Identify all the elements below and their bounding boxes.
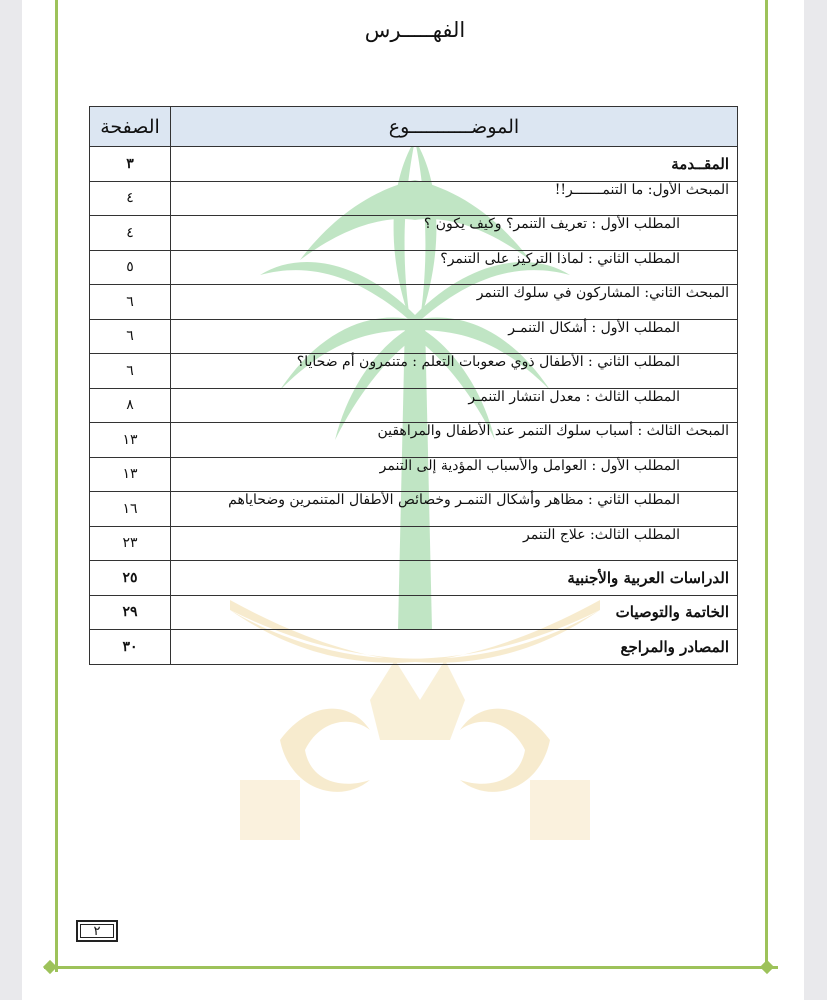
toc-page-number: ١٣ <box>90 423 171 458</box>
table-of-contents <box>89 106 738 665</box>
toc-topic: المطلب الثالث: علاج التنمر <box>171 526 738 561</box>
table-row <box>90 492 738 527</box>
toc-page-number: ٢٩ <box>90 595 171 630</box>
page-border-bottom <box>44 966 778 969</box>
header-topic: الموضـــــــــــوع <box>171 107 738 147</box>
table-row <box>90 561 738 596</box>
toc-page-number: ٤ <box>90 181 171 216</box>
toc-topic: المطلب الأول : العوامل والأسباب المؤدية إلى التنمر <box>171 457 738 492</box>
table-row <box>90 595 738 630</box>
toc-topic: المبحث الثالث : أسباب سلوك التنمر عند الأطفال والمراهقين <box>171 423 738 458</box>
toc-page-number: ٦ <box>90 319 171 354</box>
toc-topic: المبحث الأول: ما التنمـــــــر!! <box>171 181 738 216</box>
toc-topic: المطلب الثالث : معدل انتشار التنمـر <box>171 388 738 423</box>
page-number-box <box>76 920 118 942</box>
table-row <box>90 423 738 458</box>
table-row <box>90 216 738 251</box>
table-row <box>90 388 738 423</box>
toc-topic: المقــدمة <box>171 147 738 182</box>
toc-page-number: ٦ <box>90 354 171 389</box>
toc-page-number: ٥ <box>90 250 171 285</box>
toc-page-number: ٨ <box>90 388 171 423</box>
toc-topic: المبحث الثاني: المشاركون في سلوك التنمر <box>171 285 738 320</box>
page-border-right <box>765 0 768 972</box>
page-number: ٢ <box>80 924 114 938</box>
toc-topic: المطلب الثاني : مظاهر وأشكال التنمـر وخصائص الأطفال المتنمرين وضحاياهم <box>171 492 738 527</box>
toc-topic: المطلب الأول : أشكال التنمـر <box>171 319 738 354</box>
toc-topic: المطلب الثاني : لماذا التركيز على التنمر؟ <box>171 250 738 285</box>
table-header-row <box>90 107 738 147</box>
toc-topic: الدراسات العربية والأجنبية <box>171 561 738 596</box>
table-row <box>90 319 738 354</box>
toc-topic: الخاتمة والتوصيات <box>171 595 738 630</box>
toc-topic: المصادر والمراجع <box>171 630 738 665</box>
table-row <box>90 526 738 561</box>
table-row <box>90 181 738 216</box>
page-border-left <box>55 0 58 972</box>
toc-page-number: ٦ <box>90 285 171 320</box>
toc-page-number: ٣ <box>90 147 171 182</box>
table-row <box>90 354 738 389</box>
table-row <box>90 285 738 320</box>
page-title: الفهـــــرس <box>364 18 466 42</box>
toc-topic: المطلب الثاني : الأطفال ذوي صعوبات التعلم : متنمرون أم ضحايا؟ <box>171 354 738 389</box>
toc-page-number: ٢٣ <box>90 526 171 561</box>
table-row <box>90 250 738 285</box>
table-row <box>90 147 738 182</box>
toc-body <box>90 147 738 665</box>
header-page: الصفحة <box>90 107 171 147</box>
toc-topic: المطلب الأول : تعريف التنمر؟ وكيف يكون ؟ <box>171 216 738 251</box>
table-row <box>90 457 738 492</box>
toc-page-number: ٣٠ <box>90 630 171 665</box>
toc-page-number: ٤ <box>90 216 171 251</box>
toc-page-number: ١٦ <box>90 492 171 527</box>
table-row <box>90 630 738 665</box>
toc-page-number: ١٣ <box>90 457 171 492</box>
toc-page-number: ٢٥ <box>90 561 171 596</box>
